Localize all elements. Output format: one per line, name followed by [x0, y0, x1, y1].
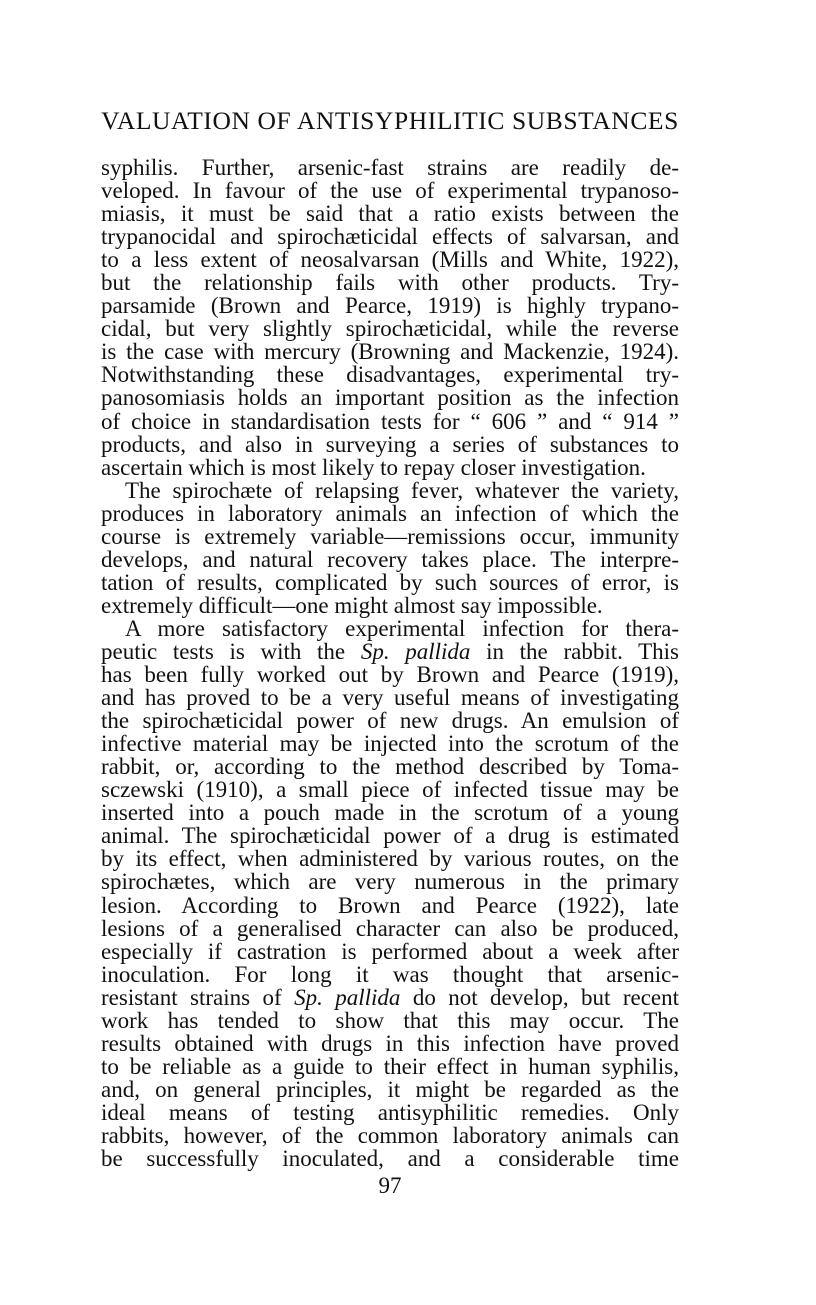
- text-segment: spirochætes, which are very numerous in the primary: [101, 869, 679, 895]
- text-line: [101, 1055, 679, 1078]
- text-line: [101, 456, 679, 479]
- text-line: [101, 340, 679, 363]
- text-line: [101, 940, 679, 963]
- text-segment: ideal means of testing antisyphilitic remedies. Only: [101, 1099, 679, 1125]
- text-segment: A more satisfactory experimental infection for thera-: [125, 615, 679, 641]
- text-segment: especially if castration is performed about a week after: [101, 938, 679, 964]
- text-line: [101, 709, 679, 732]
- text-segment: has been fully worked out by Brown and Pearce (1919),: [101, 662, 679, 688]
- text-line: [101, 824, 679, 847]
- text-line: [101, 686, 679, 709]
- text-line: [101, 548, 679, 571]
- text-segment: tation of results, complicated by such sources of error, is: [101, 569, 679, 595]
- text-line: [101, 594, 679, 617]
- text-segment: cidal, but very slightly spirochæticidal, while the reverse: [101, 316, 679, 342]
- paragraph: [101, 479, 679, 617]
- text-segment: work has tended to show that this may occur. The: [101, 1007, 679, 1033]
- text-segment: peutic tests is with the: [101, 638, 361, 664]
- text-line: [101, 271, 679, 294]
- text-segment: the spirochæticidal power of new drugs. An emulsion of: [101, 708, 679, 734]
- text-segment: course is extremely variable—remissions occur, immunity: [101, 523, 679, 549]
- text-segment: results obtained with drugs in this infection have proved: [101, 1030, 679, 1056]
- text-segment: and, on general principles, it might be regarded as the: [101, 1076, 679, 1102]
- text-segment: do not develop, but recent: [400, 984, 680, 1010]
- text-line: [101, 571, 679, 594]
- text-segment: trypanocidal and spirochæticidal effects of salvarsan, and: [101, 224, 679, 250]
- text-line: [101, 917, 679, 940]
- text-segment: be successfully inoculated, and a considerable time: [101, 1146, 679, 1172]
- text-segment: by its effect, when administered by various routes, on the: [101, 846, 679, 872]
- text-line: [101, 294, 679, 317]
- text-segment: produces in laboratory animals an infection of which the: [101, 500, 679, 526]
- text-segment: miasis, it must be said that a ratio exists between the: [101, 201, 679, 227]
- text-line: [101, 986, 679, 1009]
- text-segment: panosomiasis holds an important position as the infection: [101, 385, 679, 411]
- text-line: [101, 525, 679, 548]
- text-line: [101, 640, 679, 663]
- text-segment: rabbit, or, according to the method described by Toma-: [101, 754, 679, 780]
- italic-segment: Sp. pallida: [360, 638, 471, 664]
- text-segment: but the relationship fails with other products. Try-: [101, 270, 679, 296]
- text-segment: sczewski (1910), a small piece of infected tissue may be: [101, 777, 679, 803]
- text-line: [101, 248, 679, 271]
- text-segment: lesions of a generalised character can also be produced,: [101, 915, 679, 941]
- text-line: [101, 1032, 679, 1055]
- text-segment: and has proved to be a very useful means of investigating: [101, 685, 679, 711]
- text-segment: inserted into a pouch made in the scrotum of a young: [101, 800, 679, 826]
- text-line: [101, 1078, 679, 1101]
- text-line: [101, 894, 679, 917]
- text-line: [101, 156, 679, 179]
- text-segment: rabbits, however, of the common laboratory animals can: [101, 1122, 679, 1148]
- text-segment: animal. The spirochæticidal power of a drug is estimated: [101, 823, 679, 849]
- text-line: [101, 410, 679, 433]
- text-line: [101, 870, 679, 893]
- text-line: [101, 386, 679, 409]
- text-line: [101, 317, 679, 340]
- text-segment: syphilis. Further, arsenic-fast strains are readily de-: [101, 155, 679, 180]
- text-segment: inoculation. For long it was thought that arsenic-: [101, 961, 679, 987]
- text-line: [101, 663, 679, 686]
- body-text: [101, 156, 679, 1170]
- text-segment: of choice in standardisation tests for “ 606 ” and “ 914 ”: [101, 408, 679, 434]
- text-segment: veloped. In favour of the use of experimental trypanoso-: [101, 178, 679, 204]
- text-segment: to a less extent of neosalvarsan (Mills and White, 1922),: [101, 247, 679, 273]
- text-line: [101, 363, 679, 386]
- text-line: [101, 479, 679, 502]
- text-segment: products, and also in surveying a series of substances to: [101, 431, 679, 457]
- text-line: [101, 225, 679, 248]
- text-segment: to be reliable as a guide to their effect in human syphilis,: [101, 1053, 679, 1079]
- text-segment: The spirochæte of relapsing fever, whatever the variety,: [125, 477, 679, 503]
- text-segment: lesion. According to Brown and Pearce (1922), late: [101, 892, 679, 918]
- text-segment: resistant strains of: [101, 984, 295, 1010]
- text-line: [101, 732, 679, 755]
- text-segment: ascertain which is most likely to repay closer investigation.: [101, 454, 646, 480]
- text-segment: is the case with mercury (Browning and Mackenzie, 1924).: [101, 339, 679, 365]
- text-line: [101, 502, 679, 525]
- text-line: [101, 179, 679, 202]
- text-segment: parsamide (Brown and Pearce, 1919) is highly trypano-: [101, 293, 679, 319]
- text-segment: Notwithstanding these disadvantages, experimental try-: [101, 362, 679, 388]
- italic-segment: Sp. pallida: [294, 984, 401, 1010]
- text-line: [101, 1124, 679, 1147]
- paragraph: [101, 617, 679, 1170]
- text-line: [101, 202, 679, 225]
- book-page: [101, 0, 679, 1305]
- text-segment: develops, and natural recovery takes place. The interpre-: [101, 546, 679, 572]
- text-line: [101, 1147, 679, 1170]
- text-line: [101, 963, 679, 986]
- running-head: VALUATION OF ANTISYPHILITIC SUBSTANCES: [101, 106, 679, 135]
- text-segment: in the rabbit. This: [470, 638, 679, 664]
- text-line: [101, 778, 679, 801]
- text-line: [101, 1101, 679, 1124]
- text-line: [101, 433, 679, 456]
- text-segment: infective material may be injected into the scrotum of the: [101, 731, 679, 757]
- text-segment: extremely difficult—one might almost say impossible.: [101, 592, 603, 618]
- paragraph: [101, 156, 679, 479]
- text-line: [101, 755, 679, 778]
- text-line: [101, 801, 679, 824]
- text-line: [101, 1009, 679, 1032]
- text-line: [101, 617, 679, 640]
- page-number: 97: [378, 1173, 402, 1198]
- text-line: [101, 847, 679, 870]
